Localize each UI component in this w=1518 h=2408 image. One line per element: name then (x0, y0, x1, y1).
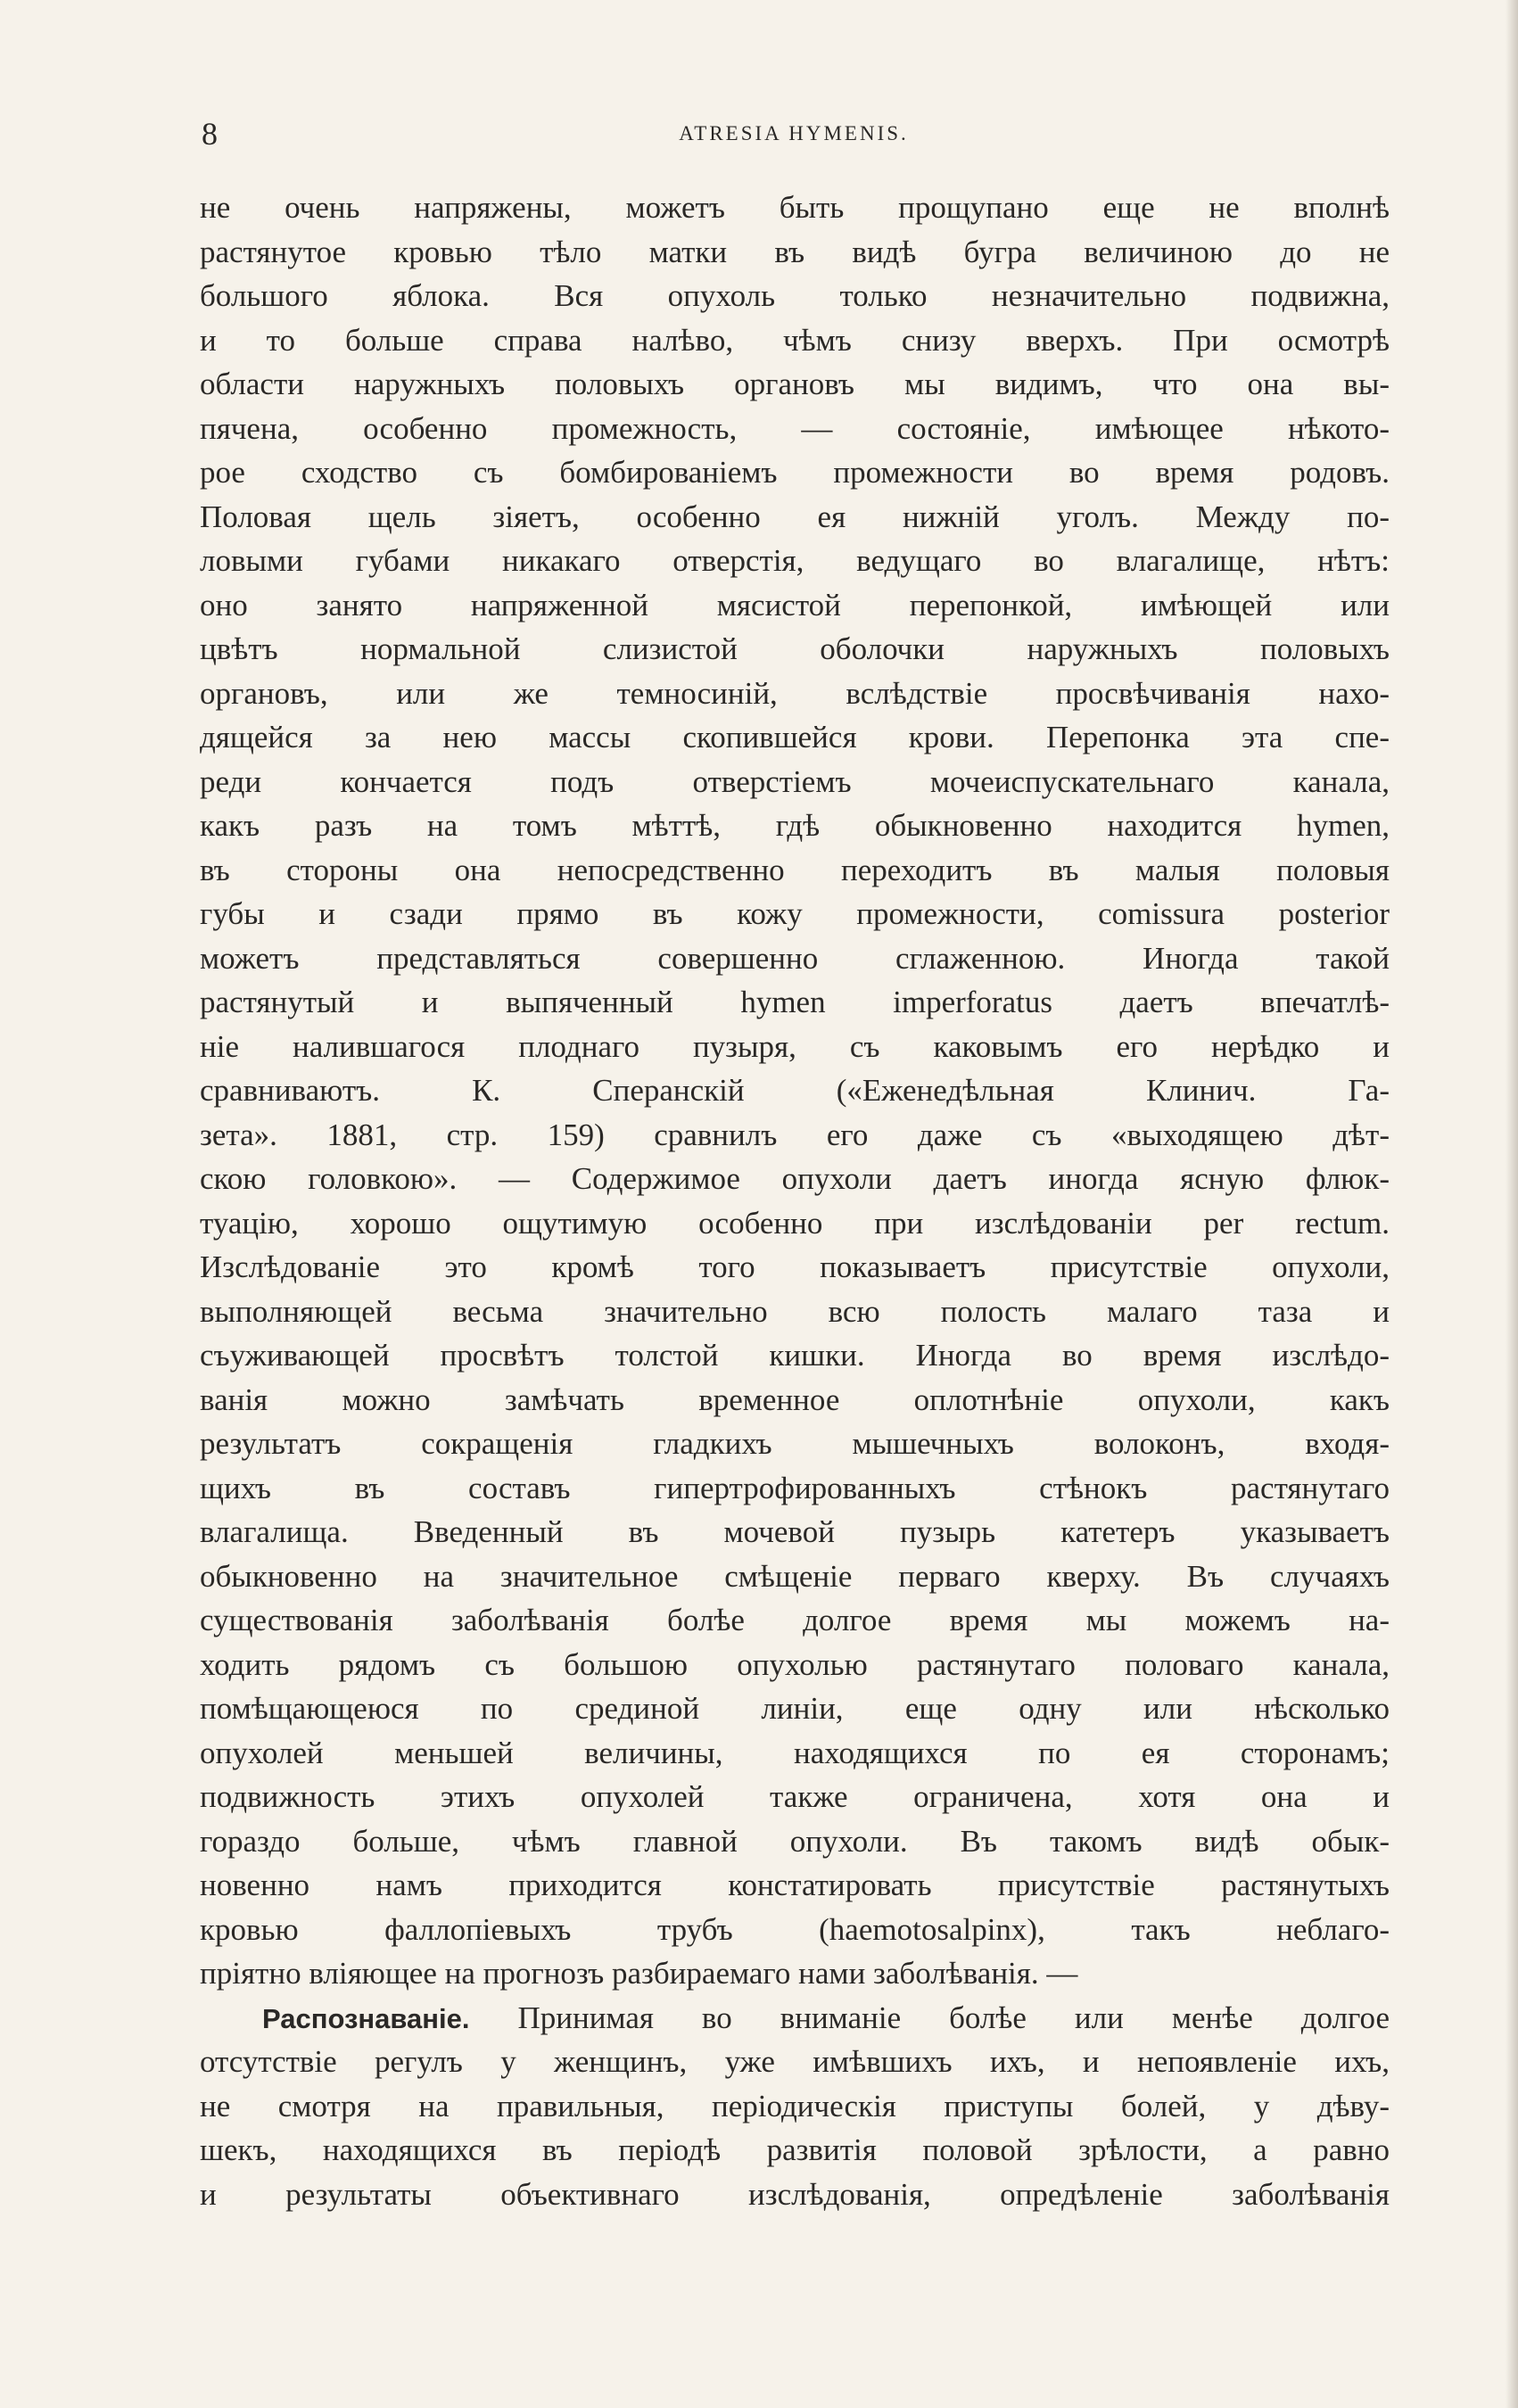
page-header (196, 116, 1391, 152)
text-line: губы и сзади прямо въ кожу промежности, comissura posterior (200, 896, 1390, 931)
text-line: кровью фаллопіевыхъ трубъ (haemotosalpinx), такъ неблаго- (200, 1911, 1390, 1947)
text-line: можетъ представляться совершенно сглаженною. Иногда такой (200, 940, 1390, 976)
text-line: новенно намъ приходится констатировать присутствіе растянутыхъ (200, 1868, 1390, 1902)
section-first-line (200, 1996, 1390, 2041)
text-line: помѣщающеюся по срединой линіи, еще одну или нѣсколько (200, 1691, 1390, 1726)
page-edge-shadow (1506, 0, 1518, 2408)
text-line: обыкновенно на значительное смѣщеніе перваго кверху. Въ случаяхъ (200, 1558, 1390, 1594)
text-line: рое сходство съ бомбированіемъ промежности во время родовъ. (200, 455, 1390, 490)
text-line: органовъ, или же темносиній, вслѣдствіе просвѣчиванія нахо- (200, 675, 1390, 711)
text-line: растянутое кровью тѣло матки въ видѣ бугра величиною до не (200, 234, 1390, 269)
text-line: съуживающей просвѣтъ толстой кишки. Иногда во время изслѣдо- (200, 1338, 1390, 1373)
text-line: шекъ, находящихся въ періодѣ развитія половой зрѣлости, а равно (200, 2132, 1390, 2167)
text-line: отсутствіе регулъ у женщинъ, уже имѣвшихъ ихъ, и непоявленіе ихъ, (200, 2044, 1390, 2079)
body-text (200, 186, 1390, 2216)
text-line: зета». 1881, стр. 159) сравнилъ его даже съ «выходящею дѣт- (200, 1117, 1390, 1152)
text-line: Изслѣдованіе это кромѣ того показываетъ присутствіе опухоли, (200, 1249, 1390, 1284)
text-line: туацію, хорошо ощутимую особенно при изслѣдованіи per rectum. (200, 1205, 1390, 1241)
text-line: цвѣтъ нормальной слизистой оболочки наружныхъ половыхъ (200, 631, 1390, 666)
text-line: опухолей меньшей величины, находящихся по ея сторонамъ; (200, 1735, 1390, 1770)
text-line: пячена, особенно промежность, — состояніе, имѣющее нѣкото- (200, 410, 1390, 446)
text-line: и результаты объективнаго изслѣдованія, опредѣленіе заболѣванія (200, 2176, 1390, 2212)
text-line: выполняющей весьма значительно всю полость малаго таза и (200, 1293, 1390, 1329)
text-line: дящейся за нею массы скопившейся крови. Перепонка эта спе- (200, 720, 1390, 755)
text-line: существованія заболѣванія болѣе долгое время мы можемъ на- (200, 1603, 1390, 1637)
text-line: и то больше справа налѣво, чѣмъ снизу вверхъ. При осмотрѣ (200, 322, 1390, 358)
text-line: оно занято напряженной мясистой перепонкой, имѣющей или (200, 587, 1390, 623)
text-line: Половая щель зіяетъ, особенно ея нижній уголъ. Между по- (200, 499, 1390, 534)
text-line: щихъ въ составъ гипертрофированныхъ стѣнокъ растянутаго (200, 1470, 1390, 1505)
section-first-line-text: Принимая во вниманіе болѣе или менѣе долгое (517, 2000, 1390, 2035)
text-line: скою головкою». — Содержимое опухоли даетъ иногда ясную флюк- (200, 1161, 1390, 1196)
text-line: результатъ сокращенія гладкихъ мышечныхъ волоконъ, входя- (200, 1426, 1390, 1461)
page-number: 8 (202, 116, 218, 152)
running-title: ATRESIA HYMENIS. (679, 122, 909, 144)
text-line: какъ разъ на томъ мѣттѣ, гдѣ обыкновенно находится hymen, (200, 808, 1390, 843)
text-line: не очень напряжены, можетъ быть прощупано еще не вполнѣ (200, 190, 1390, 225)
text-line: ніе налившагося плоднаго пузыря, съ каковымъ его нерѣдко и (200, 1028, 1390, 1064)
text-line: растянутый и выпяченный hymen imperforatus даетъ впечатлѣ- (200, 985, 1390, 1019)
text-line: ловыми губами никакаго отверстія, ведущаго во влагалище, нѣтъ: (200, 543, 1390, 578)
text-line: пріятно вліяющее на прогнозъ разбираемаго нами заболѣванія. — (200, 1956, 1078, 1991)
text-line: въ стороны она непосредственно переходитъ въ малыя половыя (200, 852, 1390, 887)
section-heading: Распознаваніе. (262, 2002, 470, 2034)
text-line: ванія можно замѣчать временное оплотнѣніе опухоли, какъ (200, 1381, 1390, 1417)
text-line: ходить рядомъ съ большою опухолью растянутаго половаго канала, (200, 1646, 1390, 1682)
text-line: большого яблока. Вся опухоль только незначительно подвижна, (200, 278, 1390, 313)
text-line: подвижность этихъ опухолей также ограничена, хотя она и (200, 1779, 1390, 1814)
text-line: реди кончается подъ отверстіемъ мочеиспускательнаго канала, (200, 763, 1390, 799)
text-line: влагалища. Введенный въ мочевой пузырь катетеръ указываетъ (200, 1514, 1390, 1549)
text-line: сравниваютъ. К. Сперанскій («Еженедѣльная Клинич. Га- (200, 1073, 1390, 1108)
text-line: гораздо больше, чѣмъ главной опухоли. Въ такомъ видѣ обык- (200, 1823, 1390, 1859)
text-line: не смотря на правильныя, періодическія приступы болей, у дѣву- (200, 2088, 1390, 2123)
text-line: области наружныхъ половыхъ органовъ мы видимъ, что она вы- (200, 367, 1390, 401)
